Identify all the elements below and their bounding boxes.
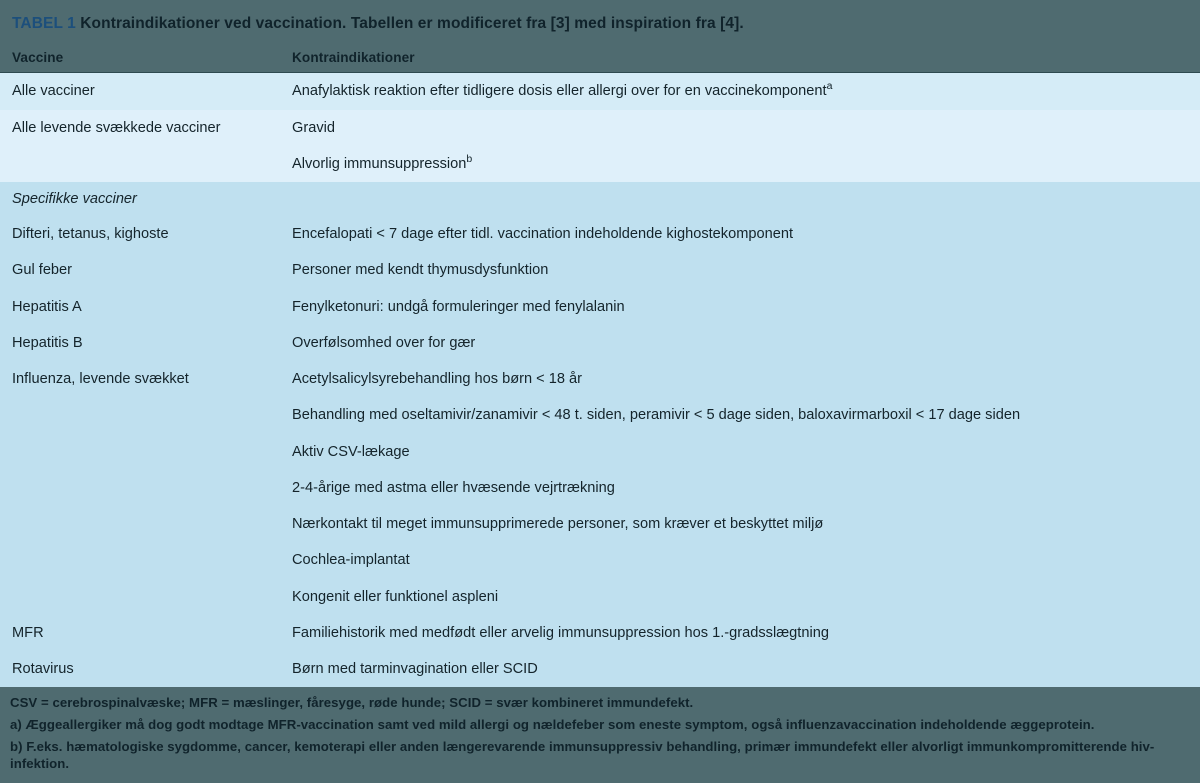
cell-vaccine	[0, 470, 280, 506]
cell-vaccine	[0, 542, 280, 578]
contraindications-table	[0, 44, 1200, 687]
cell-contraindication	[280, 146, 1200, 182]
cell-contraindication	[280, 542, 1200, 578]
cell-contraindication	[280, 110, 1200, 146]
footnote-abbreviations: CSV = cerebrospinalvæske; MFR = mæslinger, fåresyge, røde hunde; SCID = svær kombineret immundefekt.	[10, 695, 694, 711]
cell-vaccine: Alle vacciner	[0, 73, 280, 110]
table-row	[0, 73, 1200, 110]
contraindication-text: Personer med kendt thymusdysfunktion	[292, 262, 549, 279]
cell-vaccine	[0, 579, 280, 615]
cell-vaccine	[0, 146, 280, 182]
footnote-a: a) Æggeallergiker må dog godt modtage MFR-vaccination samt ved mild allergi og nældefeber som eneste symptom, også influenzavaccination indeholdende æggeprotein.	[10, 716, 1095, 732]
table-row	[0, 470, 1200, 506]
cell-vaccine: Alle levende svækkede vacciner	[0, 110, 280, 146]
cell-contraindication	[280, 651, 1200, 687]
table-row	[0, 651, 1200, 687]
contraindication-text: Cochlea-implantat	[292, 552, 410, 569]
cell-contraindication	[280, 216, 1200, 252]
contraindication-text: Encefalopati < 7 dage efter tidl. vaccination indeholdende kighostekomponent	[292, 226, 793, 243]
table-footnotes	[0, 687, 1200, 783]
cell-contraindication	[280, 506, 1200, 542]
table-row	[0, 252, 1200, 288]
contraindication-text: Nærkontakt til meget immunsupprimerede personer, som kræver et beskyttet miljø	[292, 516, 824, 533]
cell-vaccine	[0, 506, 280, 542]
table-caption-text: Kontraindikationer ved vaccination. Tabellen er modificeret fra [3] med inspiration fra [4].	[75, 15, 744, 32]
cell-contraindication	[280, 289, 1200, 325]
cell-vaccine: Hepatitis A	[0, 289, 280, 325]
table-body	[0, 73, 1200, 687]
cell-contraindication	[280, 397, 1200, 433]
footnote-marker: b	[466, 153, 473, 166]
table-container	[0, 44, 1200, 687]
cell-contraindication	[280, 325, 1200, 361]
table-row	[0, 579, 1200, 615]
column-header-vaccine: Vaccine	[0, 44, 280, 73]
contraindication-text: Anafylaktisk reaktion efter tidligere dosis eller allergi over for en vaccinekomponent	[292, 83, 827, 100]
contraindication-text: Fenylketonuri: undgå formuleringer med fenylalanin	[292, 298, 625, 315]
contraindication-text: Alvorlig immunsuppression	[292, 155, 467, 172]
table-header-row	[0, 44, 1200, 73]
column-header-contraindications: Kontraindikationer	[280, 44, 1200, 73]
cell-contraindication	[280, 252, 1200, 288]
cell-vaccine	[0, 397, 280, 433]
cell-vaccine: Hepatitis B	[0, 325, 280, 361]
table-number-label: TABEL 1	[12, 15, 76, 32]
footnote-b: b) F.eks. hæmatologiske sygdomme, cancer, kemoterapi eller anden længerevarende immunsuppressiv behandling, primær immundefekt eller alvorligt immunkompromitterende hiv-infektion.	[10, 738, 1155, 772]
cell-vaccine: MFR	[0, 615, 280, 651]
cell-contraindication	[280, 470, 1200, 506]
table-row	[0, 289, 1200, 325]
cell-contraindication	[280, 579, 1200, 615]
cell-contraindication	[280, 434, 1200, 470]
table-row	[0, 506, 1200, 542]
table-row	[0, 615, 1200, 651]
cell-vaccine: Influenza, levende svækket	[0, 361, 280, 397]
table-row	[0, 542, 1200, 578]
cell-contraindication	[280, 73, 1200, 110]
cell-contraindication	[280, 361, 1200, 397]
contraindication-text: Gravid	[292, 119, 335, 136]
cell-vaccine: Difteri, tetanus, kighoste	[0, 216, 280, 252]
table-subheader-label: Specifikke vacciner	[0, 182, 1200, 216]
table-row	[0, 397, 1200, 433]
contraindication-text: Kongenit eller funktionel aspleni	[292, 588, 499, 605]
contraindication-text: Børn med tarminvagination eller SCID	[292, 660, 538, 677]
table-caption	[0, 0, 1200, 44]
contraindication-text: 2-4-årige med astma eller hvæsende vejrtrækning	[292, 479, 615, 496]
contraindication-text: Familiehistorik med medfødt eller arvelig immunsuppression hos 1.-gradsslægtning	[292, 624, 829, 641]
table-subheader-row	[0, 182, 1200, 216]
table-row	[0, 216, 1200, 252]
table-row	[0, 110, 1200, 146]
table-row	[0, 325, 1200, 361]
cell-vaccine: Rotavirus	[0, 651, 280, 687]
contraindication-text: Overfølsomhed over for gær	[292, 334, 476, 351]
table-row	[0, 146, 1200, 182]
table-row	[0, 361, 1200, 397]
table-row	[0, 434, 1200, 470]
footnote-marker: a	[826, 80, 833, 93]
contraindication-text: Acetylsalicylsyrebehandling hos børn < 18 år	[292, 371, 583, 388]
cell-vaccine	[0, 434, 280, 470]
contraindication-text: Behandling med oseltamivir/zanamivir < 48 t. siden, peramivir < 5 dage siden, baloxavirmarboxil < 17 dage siden	[292, 407, 1021, 424]
cell-contraindication	[280, 615, 1200, 651]
contraindication-text: Aktiv CSV-lækage	[292, 443, 410, 460]
cell-vaccine: Gul feber	[0, 252, 280, 288]
